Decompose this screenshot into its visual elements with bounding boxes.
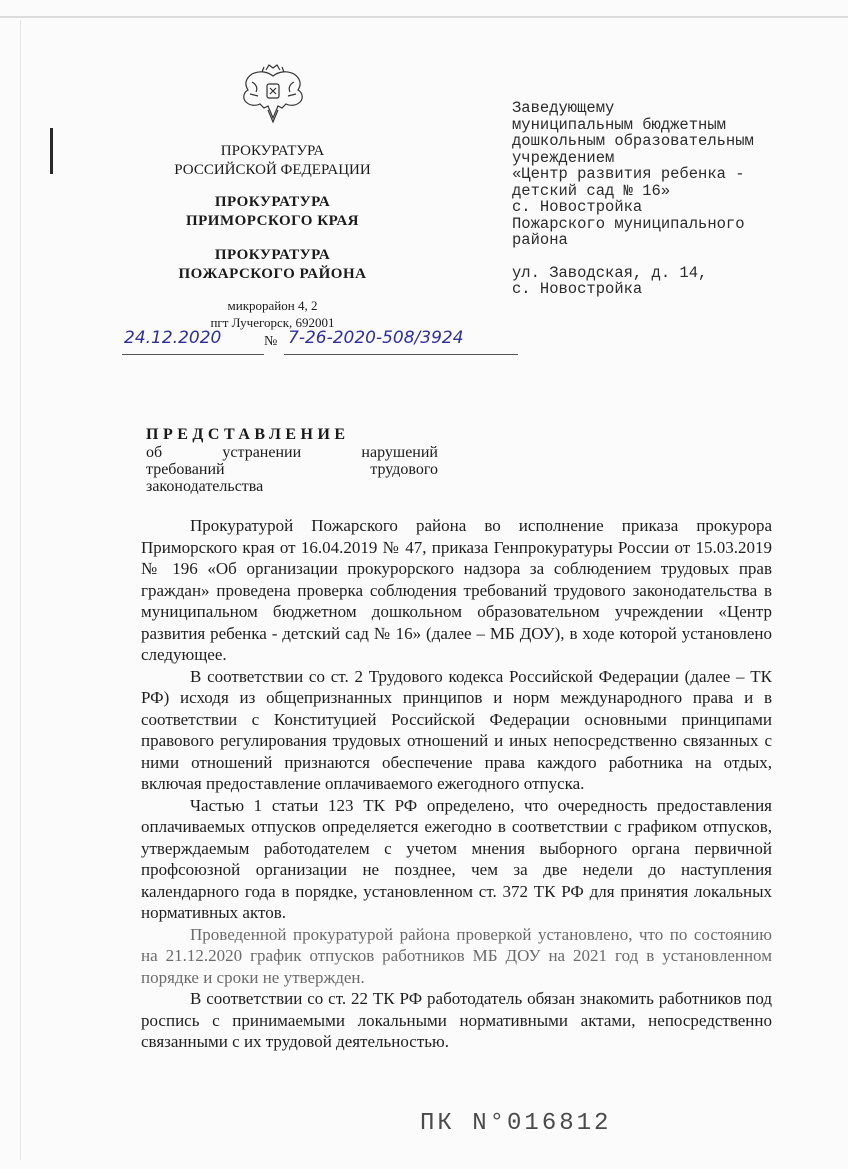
registration-number: 7-26-2020-508/3924 xyxy=(284,328,518,355)
sender-line-1: ПРОКУРАТУРА xyxy=(220,143,325,159)
recipient-line: дошкольным образовательным xyxy=(512,132,754,150)
body-paragraph: Проведенной прокуратурой района проверкой установлено, что по состоянию на 21.12.2020 график отпусков работников МБ ДОУ на 2021 год в установленном порядке и сроки не утвержден. xyxy=(141,924,772,987)
form-number-stamp: ПК N°016812 xyxy=(420,1110,612,1137)
recipient-line: муниципальным бюджетным xyxy=(512,115,726,134)
registration-date: 24.12.2020 xyxy=(122,328,264,355)
sender-regional-1: ПРОКУРАТУРА xyxy=(214,194,331,210)
recipient-line: Заведующему xyxy=(512,99,615,117)
sender-line-2: РОССИЙСКОЙ ФЕДЕРАЦИИ xyxy=(174,162,371,178)
subtitle-line: об устранении нарушений xyxy=(146,444,438,461)
registration-line xyxy=(122,328,512,358)
sender-regional-2: ПРИМОРСКОГО КРАЯ xyxy=(185,213,360,229)
sender-address-1: микрорайон 4, 2 xyxy=(227,298,318,313)
subtitle-line: законодательства xyxy=(146,478,264,495)
recipient-line: района xyxy=(512,231,568,249)
body-paragraph: Частью 1 статьи 123 ТК РФ определено, что очередность предоставления оплачиваемых отпусков определяется ежегодно в соответствии с графиком отпусков, утверждаемым работодателем с учетом мнения выборного органа первичной профсоюзной организации не позднее, чем за две недели до наступления календарного года в порядке, установленном ст. 372 ТК РФ для принятия локальных нормативных актов. xyxy=(141,795,772,922)
recipient-address-line: с. Новостройка xyxy=(512,280,643,298)
sender-address-2: пгт Лучегорск, 692001 xyxy=(210,315,335,330)
recipient-line: Пожарского муниципального xyxy=(512,214,745,233)
sender-district-1: ПРОКУРАТУРА xyxy=(214,247,331,263)
page-edge-line xyxy=(0,16,848,18)
sender-district-2: ПОЖАРСКОГО РАЙОНА xyxy=(178,266,367,282)
subtitle-line: требований трудового xyxy=(146,461,438,478)
body-paragraph: В соответствии со ст. 2 Трудового кодекса Российской Федерации (далее – ТК РФ) исходя из общепризнанных принципов и норм международного права и в соответствии с Конституцией Российской Федерации основными принципами правового регулирования трудовых отношений и иных непосредственно связанных с ними отношений признаются обеспечение права каждого работника на отдых, включая предоставление оплачиваемого ежегодного отпуска. xyxy=(141,666,772,793)
page-fold-line xyxy=(20,20,21,1160)
number-sign: № xyxy=(264,334,278,349)
recipient-line: детский сад № 16» xyxy=(512,181,671,200)
body-paragraph: В соответствии со ст. 22 ТК РФ работодатель обязан знакомить работников под роспись с принимаемыми локальными нормативными актами, непосредственно связанными с их трудовой деятельностью. xyxy=(141,989,772,1051)
body-paragraph: Прокуратурой Пожарского района во исполнение приказа прокурора Приморского края от 16.04.2019 № 47, приказа Генпрокуратуры России от 15.03.2019 № 196 «Об организации прокурорского надзора за соблюдением трудовых прав граждан» проведена проверка соблюдения требований трудового законодательства в муниципальном бюджетном дошкольном образовательном учреждении «Центр развития ребенка - детский сад № 16» (далее – МБ ДОУ), в ходе которой установлено следующее. xyxy=(141,516,772,664)
recipient-block xyxy=(512,100,802,298)
document-body xyxy=(141,515,772,1053)
document-title: ПРЕДСТАВЛЕНИЕ xyxy=(146,426,350,443)
margin-mark xyxy=(50,128,53,174)
recipient-line: «Центр развития ребенка - xyxy=(512,165,745,183)
recipient-address-line: ул. Заводская, д. 14, xyxy=(512,263,708,282)
recipient-line: с. Новостройка xyxy=(512,198,643,216)
coat-of-arms-emblem xyxy=(238,62,308,126)
document-subtitle xyxy=(146,444,438,495)
recipient-line: учреждением xyxy=(512,148,615,167)
